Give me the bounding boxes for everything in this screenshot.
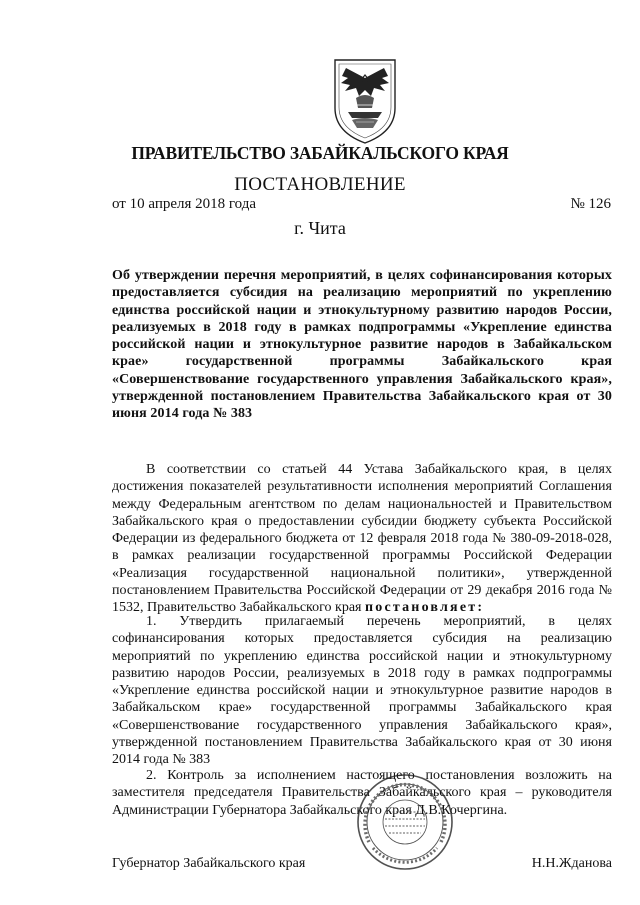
coat-of-arms-emblem [326, 56, 404, 146]
document-type: ПОСТАНОВЛЕНИЕ [234, 174, 406, 195]
document-date: от 10 апреля 2018 года [112, 196, 257, 212]
signatory-position: Губернатор Забайкальского края [112, 856, 306, 871]
decree-word: постановляет: [364, 600, 485, 616]
document-city: г. Чита [294, 218, 346, 238]
preamble-paragraph [112, 461, 612, 617]
signatory-name: Н.Н.Жданова [531, 856, 612, 871]
office-stamp [355, 772, 455, 872]
government-title: ПРАВИТЕЛЬСТВО ЗАБАЙКАЛЬСКОГО КРАЯ [131, 143, 509, 163]
document-subject: Об утверждении перечня мероприятий, в целях софинансирования которых предоставляется субсидия на реализацию мероприятий по укреплению единства российской нации и этнокультурному развитию народов России, реализуемых в 2018 году в рамках подпрограммы «Укрепление единства российской нации и этнокультурное развитие народов в Забайкальском крае» государственной программы Забайкальского края «Совершенствование государственного управления Забайкальского края», утвержденной постановлением Правительства Забайкальского края от 30 июня 2014 года № 383 [112, 268, 612, 422]
paragraph-item-2: 2. Контроль за исполнением настоящего постановления возложить на заместителя председателя Правительства Забайкальского края – руководителя Администрации Губернатора Забайкальского края Д.В.Кочергина. [112, 768, 612, 818]
paragraph-item-1: 1. Утвердить прилагаемый перечень мероприятий, в целях софинансирования которых предоставляется субсидия на реализацию мероприятий по укреплению единства российской нации и этнокультурному развитию народов России, реализуемых в 2018 году в рамках подпрограммы «Укрепление единства российской нации и этнокультурное развитие народов в Забайкальском крае» государственной программы Забайкальского края «Совершенствование государственного управления Забайкальского края», утвержденной постановлением Правительства Забайкальского края от 30 июня 2014 года № 383 [112, 614, 612, 768]
document-number: № 126 [570, 196, 611, 212]
preamble-text: В соответствии со статьей 44 Устава Забайкальского края, в целях достижения показателей результативности исполнения мероприятий Соглашения между Федеральным агентством по делам национальностей и Правительством Забайкальского края о предоставлении субсидии бюджету субъекта Российской Федерации из федерального бюджета от 12 февраля 2018 года № 380-09-2018-028, в рамках реализации государственной программы Российской Федерации «Реализация государственной национальной политики», утвержденной постановлением Правительства Российской Федерации от 29 декабря 2016 года № 1532, Правительство Забайкальского края [112, 462, 612, 616]
